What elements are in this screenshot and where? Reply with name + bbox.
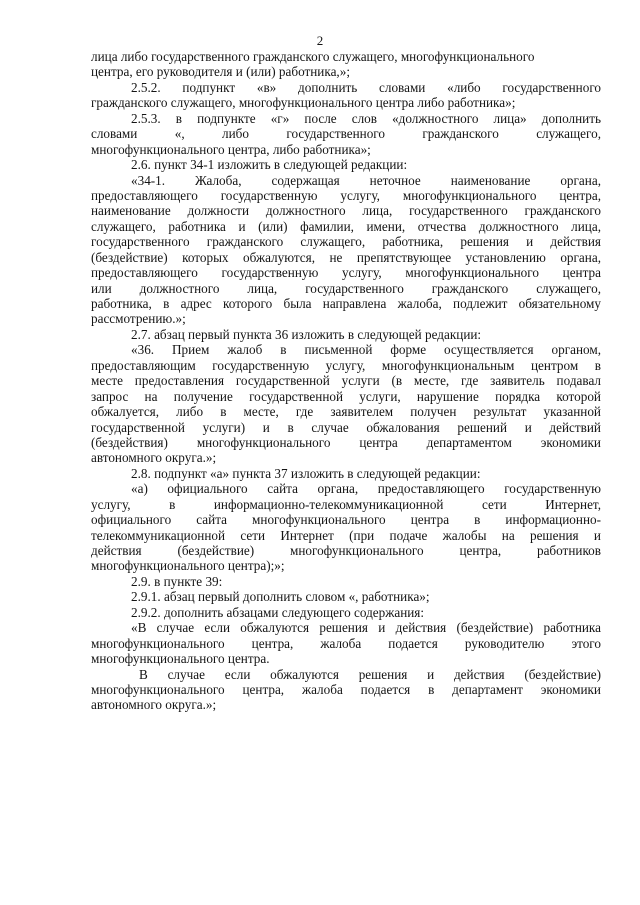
text-line: месте предоставления государственной услуги (в месте, где заявитель подавал xyxy=(91,373,601,389)
text-line: многофункционального центра, жалоба подается руководителю этого xyxy=(91,635,601,651)
text-line: многофункционального центра. xyxy=(91,651,270,667)
text-line: обжалуется, либо в месте, где заявителем получен результат указанной xyxy=(91,404,601,420)
text-line: запрос на получение государственной услуги, нарушение порядка которой xyxy=(91,388,601,404)
text-line: «В случае если обжалуются решения и действия (бездействие) работника xyxy=(131,620,601,636)
text-line: государственной услуги) и в случае обжалования решений и действий xyxy=(91,419,601,435)
text-line: лица либо государственного гражданского служащего, многофункционального xyxy=(91,49,535,64)
text-line: 2.9.2. дополнить абзацами следующего содержания: xyxy=(131,604,425,620)
text-line: 2.5.2. подпункт «в» дополнить словами «либо государственного xyxy=(131,79,601,95)
text-line: предоставляющего государственную услугу, многофункционального центра xyxy=(91,265,601,281)
text-line: 2.9. в пункте 39: xyxy=(131,573,223,589)
text-line: гражданского служащего, многофункционального центра либо работника»; xyxy=(91,95,516,111)
text-line: центра, его руководителя и (или) работника,»; xyxy=(91,64,350,80)
text-line: словами «, либо государственного гражданского служащего, xyxy=(91,126,601,142)
text-line: официального сайта многофункционального центра в информационно- xyxy=(91,512,601,528)
text-line: действия (бездействие) многофункционального центра, работников xyxy=(91,543,601,558)
text-line: предоставляющего государственную услугу, многофункционального центра, xyxy=(91,187,601,203)
text-line: работника, в адрес которого была направлена жалоба, подлежит обязательному xyxy=(91,296,601,311)
text-line: многофункционального центра);»; xyxy=(91,558,285,574)
text-line: услугу, в информационно-телекоммуникационной сети Интернет, xyxy=(91,496,601,512)
text-line: телекоммуникационной сети Интернет (при подаче жалобы на решения и xyxy=(91,527,601,543)
text-line: государственного гражданского служащего, работника, решения и действия xyxy=(91,234,601,250)
text-line: многофункционального центра, жалоба подается в департамент экономики xyxy=(91,681,601,697)
text-line: (бездействие) которых обжалуются, не препятствующее установлению органа, xyxy=(91,249,601,265)
text-line: «36. Прием жалоб в письменной форме осуществляется органом, xyxy=(131,342,601,358)
text-line: наименование должности должностного лица, государственного гражданского xyxy=(91,203,601,219)
text-line: или должностного лица, государственного гражданского служащего, xyxy=(91,280,601,296)
text-line: 2.5.3. в подпункте «г» после слов «должностного лица» дополнить xyxy=(131,110,601,126)
text-line: 2.7. абзац первый пункта 36 изложить в следующей редакции: xyxy=(131,326,482,342)
text-line: рассмотрению.»; xyxy=(91,311,186,327)
page-number: 2 xyxy=(316,33,324,48)
document-body xyxy=(91,49,601,713)
text-line: (бездействия) многофункционального центра департаментом экономики xyxy=(91,434,601,450)
text-line: «34-1. Жалоба, содержащая неточное наименование органа, xyxy=(131,172,601,188)
text-line: автономного округа.»; xyxy=(91,697,217,713)
text-line: «а) официального сайта органа, предоставляющего государственную xyxy=(131,481,601,497)
text-line: служащего, работника и (или) фамилии, имени, отчества должностного лица, xyxy=(91,218,601,234)
text-line: 2.8. подпункт «а» пункта 37 изложить в следующей редакции: xyxy=(131,465,481,481)
text-line: 2.9.1. абзац первый дополнить словом «, работника»; xyxy=(131,589,430,605)
text-line: автономного округа.»; xyxy=(91,450,217,466)
text-line: 2.6. пункт 34-1 изложить в следующей редакции: xyxy=(131,157,408,173)
text-line: предоставляющим государственную услугу, многофункциональным центром в xyxy=(91,357,601,373)
text-line: многофункционального центра, либо работника»; xyxy=(91,141,371,157)
text-line: В случае если обжалуются решения и действия (бездействие) xyxy=(139,666,601,682)
